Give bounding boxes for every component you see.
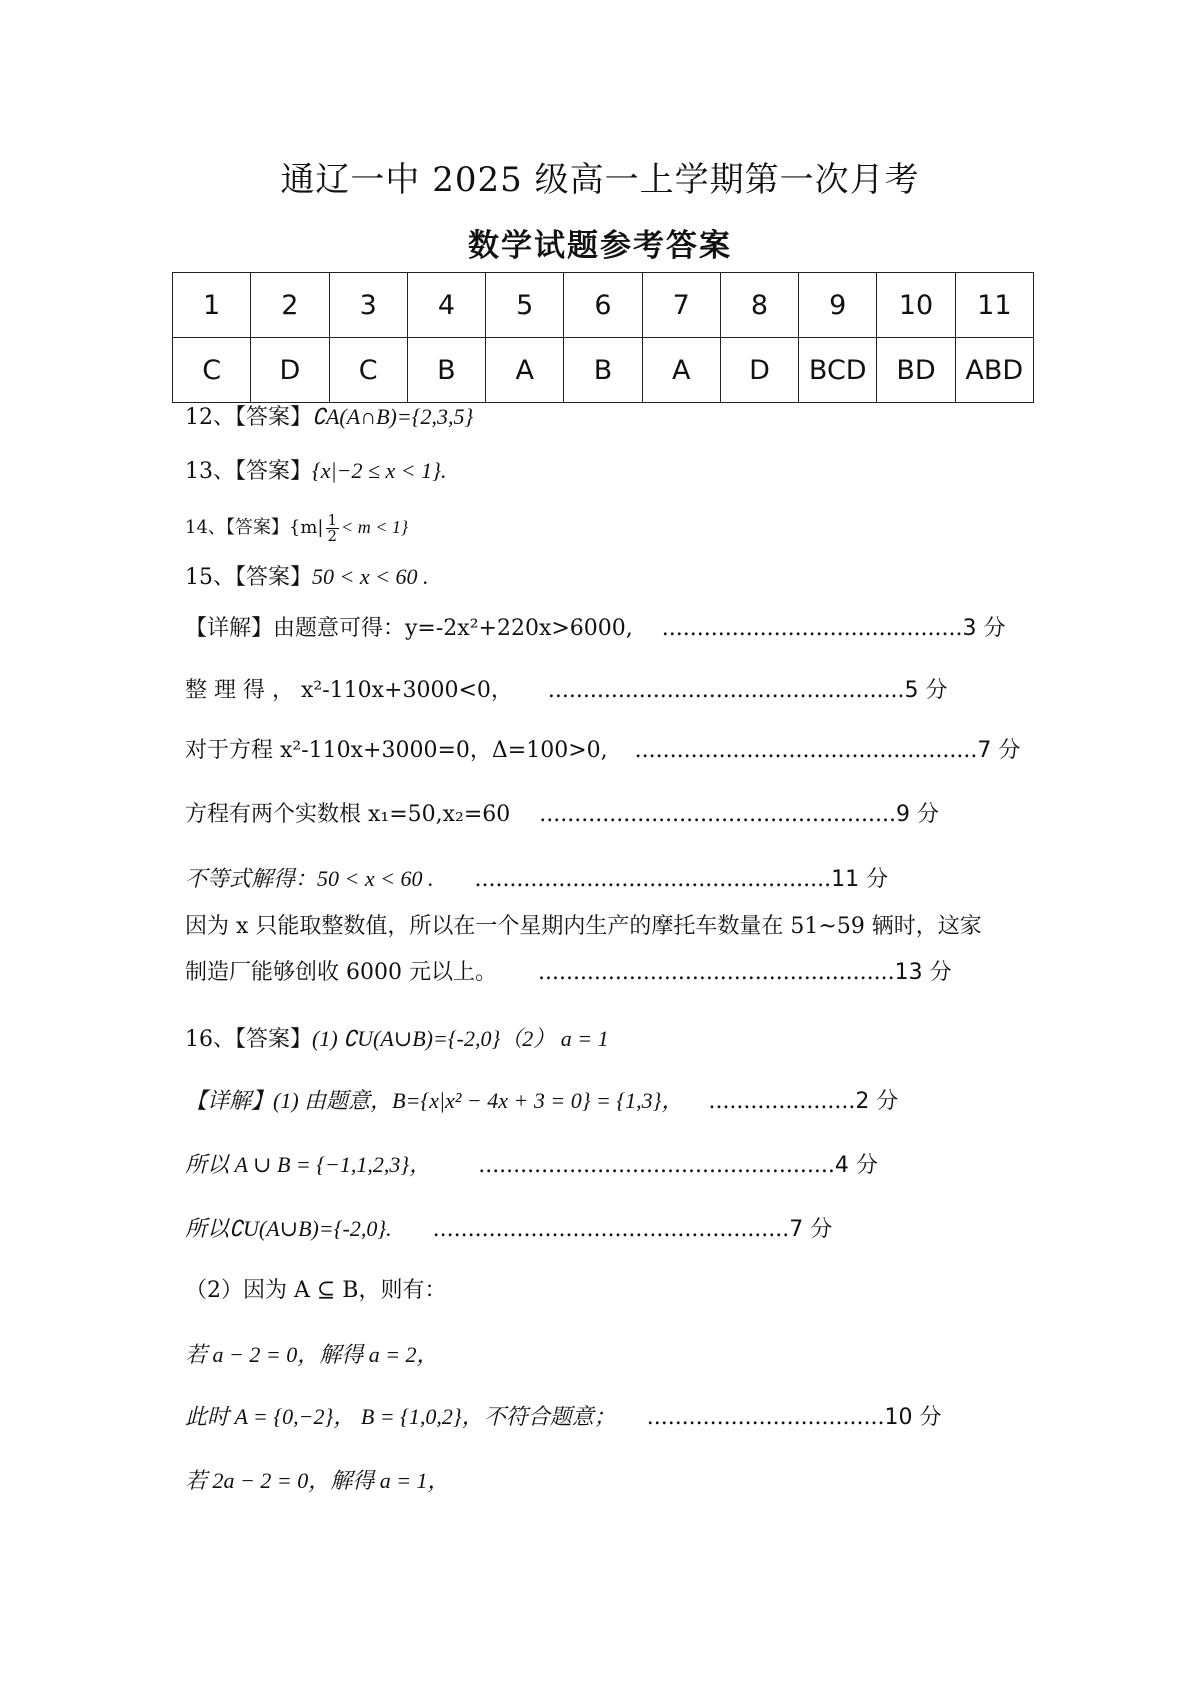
q16-step-2 <box>185 1150 878 1181</box>
answer-cell: D <box>720 338 798 403</box>
answer-cell: ABD <box>955 338 1033 403</box>
answer-table-number-row <box>173 273 1034 338</box>
q16-answer: (1) ∁U(A∪B)={-2,0}（2） a = 1 <box>312 1026 609 1051</box>
step-text: 方程有两个实数根 x₁=50,x₂=60 <box>185 802 511 827</box>
step-score: 13 分 <box>894 960 952 985</box>
question-number-cell: 4 <box>407 273 485 338</box>
q15-conclusion-line-2 <box>185 958 952 988</box>
leader-dots: ................................................. <box>634 738 978 763</box>
q14-set-close: < m < 1} <box>341 517 409 537</box>
step-text: 【详解】由题意可得：y=-2x²+220x>6000, <box>185 616 633 641</box>
leader-dots: ................................................... <box>539 802 896 827</box>
q15-answer: 50 < x < 60 . <box>312 564 429 589</box>
q13-line <box>185 456 446 487</box>
q15-step-1 <box>185 614 1006 644</box>
step-text: 不等式解得：50 < x < 60 . <box>185 866 434 891</box>
q15-line <box>185 562 428 593</box>
q16-step-6 <box>185 1402 942 1433</box>
step-score: 4 分 <box>834 1153 878 1178</box>
question-number-cell: 6 <box>564 273 642 338</box>
step-text: 【详解】(1) 由题意，B={x|x² − 4x + 3 = 0} = {1,3}， <box>185 1088 684 1113</box>
q15-label: 15、【答案】 <box>185 565 312 590</box>
answer-cell: D <box>251 338 329 403</box>
step-score: 7 分 <box>789 1217 833 1242</box>
q14-line <box>185 512 408 544</box>
leader-dots: ................................................... <box>547 678 905 703</box>
answer-table <box>172 272 1034 403</box>
q12-label: 12、【答案】 <box>185 405 312 430</box>
question-number-cell: 7 <box>642 273 720 338</box>
step-score: 7 分 <box>977 738 1021 763</box>
q14-label: 14、【答案】 <box>185 517 289 538</box>
conclusion-text: 制造厂能够创收 6000 元以上。 <box>185 960 497 985</box>
q15-step-2 <box>185 676 948 706</box>
q13-label: 13、【答案】 <box>185 459 312 484</box>
q14-set-open: {m| <box>288 517 324 538</box>
answer-cell: C <box>173 338 251 403</box>
q16-step-5: 若 a − 2 = 0，解得 a = 2， <box>185 1342 439 1367</box>
answer-cell: C <box>329 338 407 403</box>
step-score: 11 分 <box>831 867 889 892</box>
q12-line <box>185 402 473 433</box>
step-score: 9 分 <box>895 802 939 827</box>
question-number-cell: 5 <box>486 273 564 338</box>
q12-answer: ∁A(A∩B)={2,3,5} <box>312 404 474 429</box>
step-text: 对于方程 x²-110x+3000=0，Δ=100>0, <box>185 738 608 763</box>
answer-cell: B <box>564 338 642 403</box>
step-score: 2 分 <box>855 1089 899 1114</box>
step-text: 此时 A = {0,−2}， B = {1,0,2}，不符合题意； <box>185 1404 616 1429</box>
question-number-cell: 3 <box>329 273 407 338</box>
question-number-cell: 2 <box>251 273 329 338</box>
answer-cell: B <box>407 338 485 403</box>
question-number-cell: 9 <box>799 273 877 338</box>
q16-step-3 <box>185 1214 832 1245</box>
leader-dots: ................................................... <box>478 1153 835 1178</box>
q16-step-7: 若 2a − 2 = 0，解得 a = 1， <box>185 1468 450 1493</box>
answer-cell: BCD <box>799 338 877 403</box>
step-score: 10 分 <box>884 1405 942 1430</box>
question-number-cell: 8 <box>720 273 798 338</box>
leader-dots: .................................. <box>646 1405 885 1430</box>
document-title: 通辽一中 2025 级高一上学期第一次月考 <box>280 160 920 200</box>
step-text: 所以 A ∪ B = {−1,1,2,3}， <box>185 1152 432 1177</box>
q16-step-1 <box>185 1086 898 1117</box>
q16-label: 16、【答案】 <box>185 1027 312 1052</box>
answer-table-answer-row <box>173 338 1034 403</box>
leader-dots: ................................................... <box>537 960 895 985</box>
q15-step-3 <box>185 736 1020 766</box>
question-number-cell: 10 <box>877 273 955 338</box>
step-score: 5 分 <box>904 678 948 703</box>
step-text: 所以∁U(A∪B)={-2,0}. <box>185 1216 392 1241</box>
q15-step-4 <box>185 800 939 830</box>
question-number-cell: 1 <box>173 273 251 338</box>
leader-dots: ................................................... <box>432 1217 790 1242</box>
question-number-cell: 11 <box>955 273 1033 338</box>
q14-fraction-numerator: 1 <box>327 510 338 529</box>
q15-conclusion-line-1: 因为 x 只能取整数值，所以在一个星期内生产的摩托车数量在 51~59 辆时，这家 <box>185 914 982 939</box>
q15-step-5 <box>185 864 888 895</box>
step-score: 3 分 <box>962 616 1006 641</box>
answer-cell: A <box>486 338 564 403</box>
q16-line <box>185 1024 609 1055</box>
answer-cell: A <box>642 338 720 403</box>
document-subtitle: 数学试题参考答案 <box>468 228 732 264</box>
q14-fraction <box>326 510 340 545</box>
q16-step-4: （2）因为 A ⊆ B，则有： <box>185 1278 447 1303</box>
step-text: 整 理 得 ， x²-110x+3000<0， <box>185 678 513 703</box>
leader-dots: ................................................... <box>474 867 832 892</box>
leader-dots: ..................... <box>708 1089 856 1114</box>
q14-fraction-denominator: 2 <box>327 526 338 545</box>
answer-cell: BD <box>877 338 955 403</box>
q13-answer: {x|−2 ≤ x < 1}. <box>312 458 447 483</box>
leader-dots: ........................................... <box>661 616 963 641</box>
